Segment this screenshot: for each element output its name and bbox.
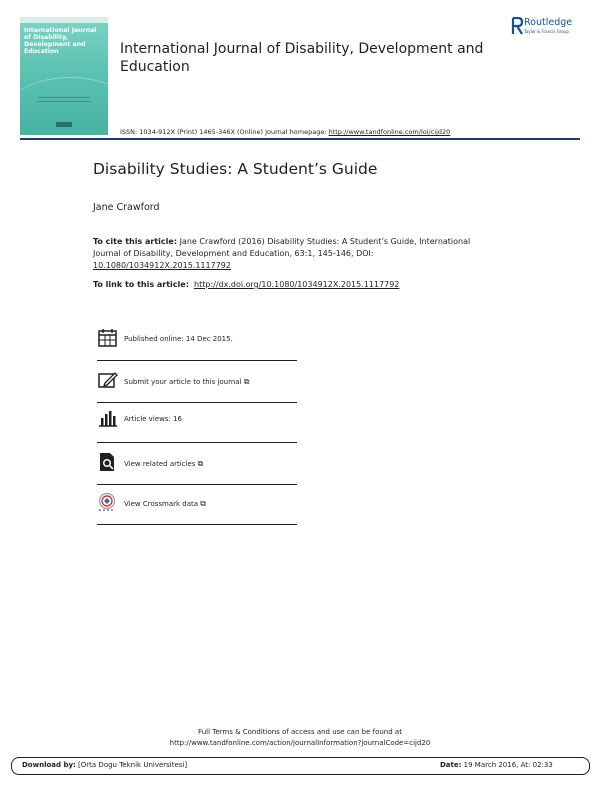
article-author: Jane Crawford xyxy=(93,202,160,213)
article-title: Disability Studies: A Student’s Guide xyxy=(93,160,378,178)
crossmark-link[interactable] xyxy=(124,499,206,509)
link-to-article xyxy=(93,280,399,289)
download-info-bar xyxy=(11,757,590,775)
cover-title: International Journal of Disability, Development and Education xyxy=(24,27,97,55)
terms-url[interactable]: http://www.tandfonline.com/action/journalInformation?journalCode=cijd20 xyxy=(169,739,431,747)
journal-title: International Journal of Disability, Development and Education xyxy=(120,41,484,75)
routledge-r-icon xyxy=(511,17,523,35)
edit-icon xyxy=(97,370,119,390)
external-link-icon: ⧉ xyxy=(243,377,250,386)
download-by xyxy=(22,761,187,769)
related-articles-item[interactable] xyxy=(97,446,297,482)
article-views-label: Article views: 16 xyxy=(124,415,182,423)
citation-text: Jane Crawford (2016) Disability Studies: A Student’s Guide, International Journal of Disability, Development and Education, 63:1, 145-146, DOI: xyxy=(93,237,471,258)
search-document-icon xyxy=(97,452,119,472)
bar-chart-icon xyxy=(97,408,119,428)
citation-doi-link[interactable]: 10.1080/1034912X.2015.1117792 xyxy=(93,261,231,270)
issn-text: ISSN: 1034-912X (Print) 1465-346X (Online) Journal homepage: xyxy=(120,128,329,136)
item-divider xyxy=(97,442,297,443)
related-articles-label: View related articles xyxy=(124,460,196,468)
terms-footer xyxy=(0,727,600,749)
terms-line: Full Terms & Conditions of access and use can be found at xyxy=(198,728,402,736)
publisher-logo xyxy=(511,17,591,41)
citation-label: To cite this article: xyxy=(93,237,178,246)
download-date-label: Date: xyxy=(440,761,462,769)
external-link-icon: ⧉ xyxy=(200,499,207,508)
cover-top-strip xyxy=(20,17,108,23)
download-by-label: Download by: xyxy=(22,761,76,769)
item-divider xyxy=(97,360,297,361)
article-doi-link[interactable]: http://dx.doi.org/10.1080/1034912X.2015.1117792 xyxy=(194,280,400,289)
published-online-item xyxy=(97,322,297,358)
download-date-value: 19 March 2016, At: 02:33 xyxy=(461,761,553,769)
journal-cover-image xyxy=(20,17,108,135)
article-views-item xyxy=(97,402,297,438)
external-link-icon: ⧉ xyxy=(197,459,204,468)
item-divider xyxy=(97,484,297,485)
submit-article-item[interactable] xyxy=(97,364,297,400)
cover-line xyxy=(38,97,90,98)
publisher-name: Routledge xyxy=(524,17,573,28)
issn-line xyxy=(120,128,450,136)
item-divider xyxy=(97,524,297,525)
crossmark-item[interactable] xyxy=(97,486,297,522)
link-label: To link to this article: xyxy=(93,280,189,289)
submit-article-label: Submit your article to this journal xyxy=(124,378,242,386)
related-articles-link[interactable] xyxy=(124,459,203,469)
citation-block xyxy=(93,236,473,272)
calendar-icon xyxy=(97,328,119,348)
published-online-label: Published online: 14 Dec 2015. xyxy=(124,335,233,343)
download-date xyxy=(440,761,553,769)
cover-publisher-logo xyxy=(56,122,72,127)
journal-homepage-link[interactable]: http://www.tandfonline.com/loi/cijd20 xyxy=(328,128,451,136)
crossmark-icon xyxy=(97,492,119,512)
publisher-subtitle: Taylor & Francis Group xyxy=(524,29,569,34)
header-divider xyxy=(20,138,580,140)
cover-line xyxy=(38,101,90,102)
crossmark-label: View Crossmark data xyxy=(124,500,199,508)
submit-article-link[interactable] xyxy=(124,377,250,387)
download-by-value: [Orta Dogu Teknik Universitesi] xyxy=(75,761,188,769)
